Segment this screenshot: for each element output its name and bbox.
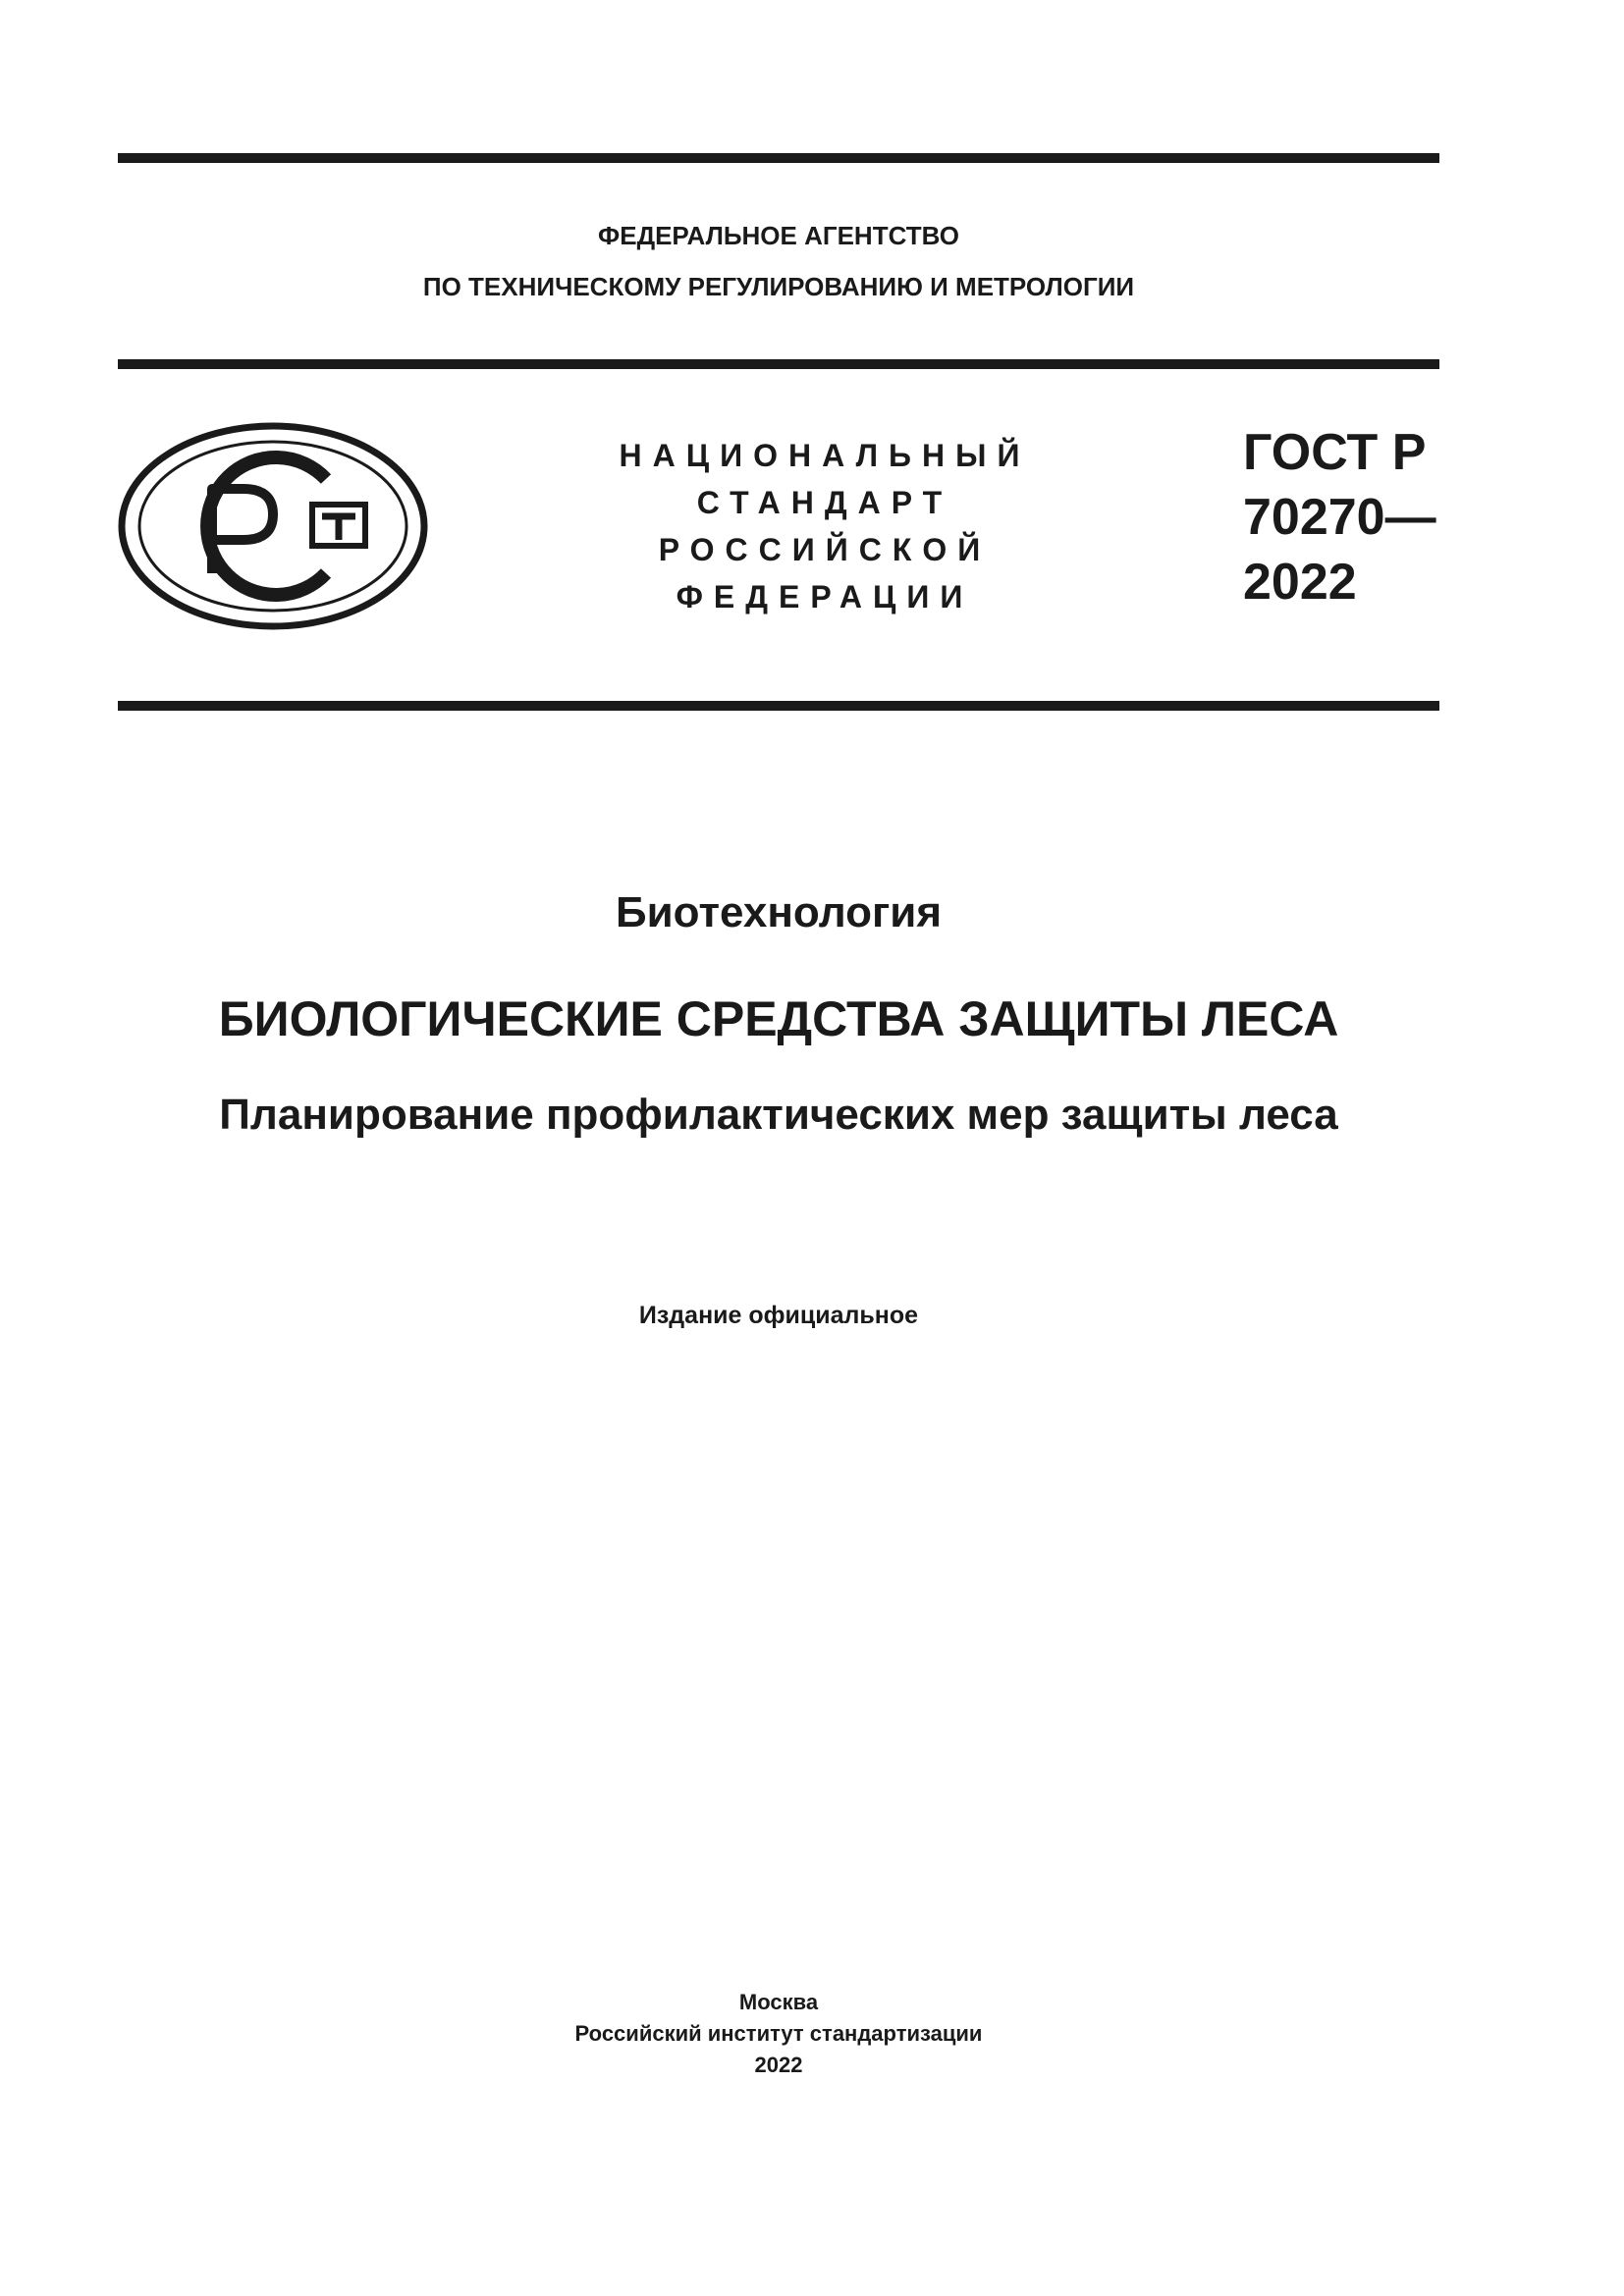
national-line-2: СТАНДАРТ [696,485,953,520]
agency-name [118,210,1439,312]
publisher-imprint [118,1987,1439,2081]
national-line-4: ФЕДЕРАЦИИ [676,579,974,614]
imprint-publisher: Российский институт стандартизации [574,2021,983,2046]
gost-line-3: 2022 [1243,554,1357,611]
gost-designation [1243,420,1436,614]
imprint-city: Москва [738,1990,819,2014]
national-line-3: РОССИЙСКОЙ [658,532,992,567]
gost-line-2: 70270— [1243,489,1436,546]
agency-line-1: ФЕДЕРАЛЬНОЕ АГЕНТСТВО [598,221,959,250]
header-rule [118,359,1439,369]
imprint-year: 2022 [754,2053,803,2077]
national-standard-label [589,432,1060,620]
document-subtitle: Планирование профилактических мер защиты леса [219,1091,1338,1139]
rst-certification-mark-icon [118,420,428,632]
document-title: БИОЛОГИЧЕСКИЕ СРЕДСТВА ЗАЩИТЫ ЛЕСА [218,991,1339,1046]
edition-label: Издание официальное [638,1302,919,1329]
top-rule [118,153,1439,163]
gost-line-1: ГОСТ Р [1243,424,1427,481]
standard-block-rule [118,701,1439,711]
document-category: Биотехнология [615,888,943,936]
national-line-1: НАЦИОНАЛЬНЫЙ [619,438,1031,473]
agency-line-2: ПО ТЕХНИЧЕСКОМУ РЕГУЛИРОВАНИЮ И МЕТРОЛОГИИ [422,272,1135,301]
